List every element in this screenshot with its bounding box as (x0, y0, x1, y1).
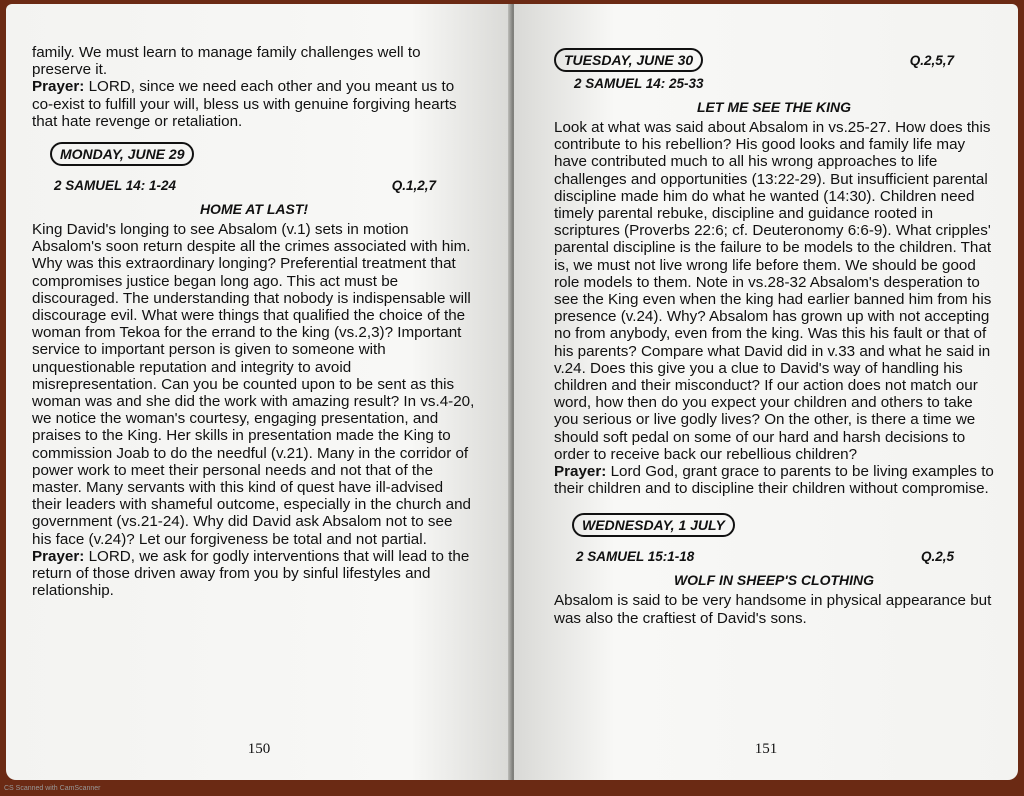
section-title: HOME AT LAST! (199, 201, 309, 218)
questions-reference: Q.1,2,7 (391, 178, 436, 194)
page-number: 151 (754, 741, 778, 757)
scripture-row (54, 178, 436, 193)
prayer-label: Prayer: (32, 78, 85, 96)
prayer-label: Prayer: (32, 547, 85, 565)
scanner-watermark: CS Scanned with CamScanner (4, 785, 101, 792)
date-badge: WEDNESDAY, 1 JULY (572, 513, 735, 537)
right-page (514, 4, 1018, 780)
prayer-paragraph (32, 78, 476, 130)
section-title: WOLF IN SHEEP'S CLOTHING (673, 572, 875, 589)
body-paragraph: Look at what was said about Absalom in vs.25-27. How does this contribute to his rebellion? His good looks and family life may have contributed much to all his wrong approaches to life challenges and opportunities (13:22-29). But insufficient parental discipline made him do what he wanted (14:30). Children need timely parental rebuke, discipline and guidance rooted in scriptures (Proverbs 22:6; cf. Deuteronomy 6:6-9). What cripples' parental discipline is the failure to be models to the children. That is, we must not live wrong life before them. We should be good role models to them. Note in vs.28-32 Absalom's desperation to see the King even when the king had earlier banned him from his presence (v.24). Why? Absalom has grown up with not accepting no from anybody, even from the king. Was this his fault or that of his parents? Compare what David did in v.33 and what he said in v.24. Does this give you a clue to David's way of handling his children and their misconduct? If our action does not match our word, how then do you expect your children and others to take you serious or live godly lives? On the other, is there a time we should soft pedal on some of our hard and harsh decisions to order to receive back our rebellious children? (554, 119, 992, 463)
prayer-label: Prayer: (554, 463, 607, 481)
scripture-reference: 2 SAMUEL 14: 25-33 (574, 76, 704, 91)
date-row (554, 48, 954, 72)
section-title: LET ME SEE THE KING (696, 99, 851, 115)
prayer-paragraph (32, 548, 476, 600)
scripture-row (576, 549, 954, 564)
left-page (6, 4, 512, 780)
questions-reference: Q.2,5,7 (909, 52, 954, 68)
scripture-reference: 2 SAMUEL 15:1-18 (576, 549, 695, 565)
page-number: 150 (247, 741, 271, 757)
prayer-paragraph (554, 463, 994, 497)
body-paragraph: Absalom is said to be very handsome in physical appearance but was also the craftiest of David's sons. (554, 592, 992, 627)
prayer-text: LORD, since we need each other and you meant us to co-exist to fulfill your will, bless us with genuine forgiving hearts that hate revenge or retaliation. (32, 78, 457, 130)
scripture-row (574, 76, 954, 91)
body-paragraph: King David's longing to see Absalom (v.1) sets in motion Absalom's soon return despite all the crimes associated with him. Why was this extraordinary longing? Preferential treatment that compromises justice began long ago. This act must be discouraged. The understanding that nobody is indispensable will discourage evil. What were things that qualified the choice of the woman from Tekoa for the errand to the king (vs.2,3)? Important service to important person is given to someone with unquestionable reputation and integrity to avoid misrepresentation. Can you be counted upon to be sent as this woman was and she did the work with amazing result? In vs.4-20, we notice the woman's courtesy, engaging presentation, and praises to the King. Her skills in presentation made the King to commission Joab to do the needful (v.21). Many in the corridor of power work to meet their personal needs and not that of the master. Many servants with this kind of quest have ill-advised their leaders with shameful outcome, especially in the church and government (vs.21-24). Why did David ask Absalom not to see his face (v.24)? Let our forgiveness be total and not partial. (32, 221, 475, 548)
date-badge: TUESDAY, JUNE 30 (554, 48, 703, 72)
prayer-text: Lord God, grant grace to parents to be living examples to their children and to discipline their children without compromise. (554, 463, 994, 498)
prayer-text: LORD, we ask for godly interventions that will lead to the return of those driven away from you by sinful lifestyles and relationship. (32, 547, 470, 600)
date-badge: MONDAY, JUNE 29 (50, 142, 194, 166)
intro-paragraph: family. We must learn to manage family challenges well to preserve it. (32, 44, 421, 79)
questions-reference: Q.2,5 (920, 549, 954, 565)
scripture-reference: 2 SAMUEL 14: 1-24 (54, 178, 177, 194)
